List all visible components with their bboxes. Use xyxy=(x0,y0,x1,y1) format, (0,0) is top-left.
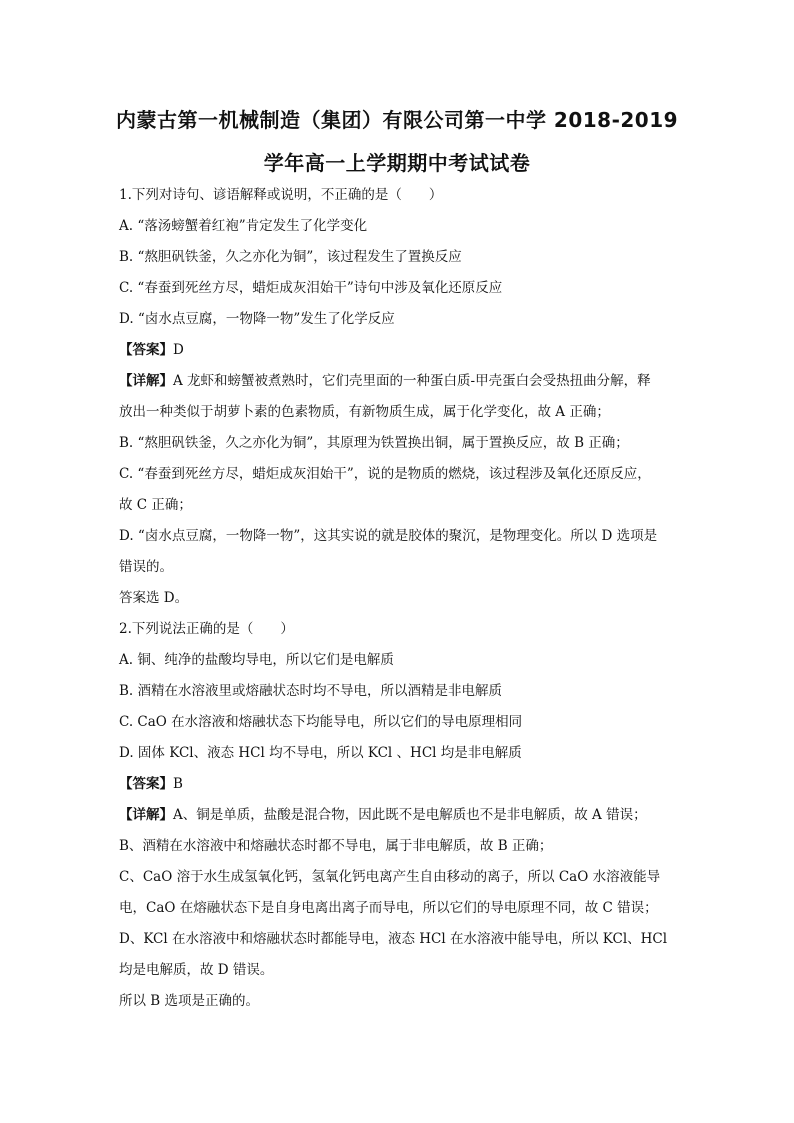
question-1-stem: 1.下列对诗句、谚语解释或说明，不正确的是（ ） xyxy=(119,187,443,203)
question-1-detail-line: D. “卤水点豆腐，一物降一物”，这其实说的就是胶体的聚沉，是物理变化。所以 D 选项是 xyxy=(119,528,658,544)
question-1-answer xyxy=(119,335,679,366)
question-2-answer xyxy=(119,769,679,800)
document-body xyxy=(119,180,679,1017)
question-2-detail-line: D、KCl 在水溶液中和熔融状态时都能导电，液态 HCl 在水溶液中能导电，所以 KCl、HCl xyxy=(119,931,668,947)
question-1-option-c: C. “春蚕到死丝方尽，蜡炬成灰泪始干”诗句中涉及氧化还原反应 xyxy=(119,280,503,296)
question-2-detail-line: 均是电解质，故 D 错误。 xyxy=(119,962,274,978)
question-2-detail-line: 电，CaO 在熔融状态下是自身电离出离子而导电，所以它们的导电原理不同，故 C 错误； xyxy=(119,900,658,916)
answer-value: D xyxy=(173,342,184,358)
question-2-detail-line xyxy=(119,800,679,831)
question-1-detail-line: 放出一种类似于胡萝卜素的色素物质，有新物质生成，属于化学变化，故 A 正确； xyxy=(119,404,610,420)
answer-value: B xyxy=(173,776,183,792)
question-1-detail-line xyxy=(119,366,679,397)
document-title-line-2: 学年高一上学期期中考试试卷 xyxy=(263,151,531,175)
question-1-option-a: A. “落汤螃蟹着红袍”肯定发生了化学变化 xyxy=(119,218,368,234)
question-1-conclusion: 答案选 D。 xyxy=(119,590,189,606)
detail-text: A 龙虾和螃蟹被煮熟时，它们壳里面的一种蛋白质-甲壳蛋白会受热扭曲分解，释 xyxy=(173,373,651,389)
question-2-option-c: C. CaO 在水溶液和熔融状态下均能导电，所以它们的导电原理相同 xyxy=(119,714,523,730)
answer-tag: 【答案】 xyxy=(119,776,173,792)
question-1-option-d: D. “卤水点豆腐，一物降一物”发生了化学反应 xyxy=(119,311,395,327)
question-1-option-b: B. “熬胆矾铁釜，久之亦化为铜”，该过程发生了置换反应 xyxy=(119,249,462,265)
answer-tag: 【答案】 xyxy=(119,342,173,358)
question-2-option-b: B. 酒精在水溶液里或熔融状态时均不导电，所以酒精是非电解质 xyxy=(119,683,503,699)
question-2-option-d: D. 固体 KCl、液态 HCl 均不导电，所以 KCl 、HCl 均是非电解质 xyxy=(119,745,522,761)
question-1-detail-line: 错误的。 xyxy=(119,559,173,575)
question-2-stem: 2.下列说法正确的是（ ） xyxy=(119,621,294,637)
detail-tag: 【详解】 xyxy=(119,807,173,823)
question-2-detail-line: C、CaO 溶于水生成氢氧化钙，氢氧化钙电离产生自由移动的离子，所以 CaO 水溶液能导 xyxy=(119,869,661,885)
question-2-conclusion: 所以 B 选项是正确的。 xyxy=(119,993,260,1009)
question-2-option-a: A. 铜、纯净的盐酸均导电，所以它们是电解质 xyxy=(119,652,394,668)
detail-text: A、铜是单质，盐酸是混合物，因此既不是电解质也不是非电解质，故 A 错误； xyxy=(173,807,647,823)
question-2-detail-line: B、酒精在水溶液中和熔融状态时都不导电，属于非电解质，故 B 正确； xyxy=(119,838,553,854)
question-1-detail-line: B. “熬胆矾铁釜，久之亦化为铜”，其原理为铁置换出铜，属于置换反应，故 B 正确； xyxy=(119,435,629,451)
detail-tag: 【详解】 xyxy=(119,373,173,389)
question-1-detail-line: C. “春蚕到死丝方尽，蜡炬成灰泪始干”，说的是物质的燃烧，该过程涉及氧化还原反应， xyxy=(119,466,651,482)
question-1-detail-line: 故 C 正确； xyxy=(119,497,192,513)
document-title-line-1: 内蒙古第一机械制造（集团）有限公司第一中学 2018-2019 xyxy=(115,108,679,132)
